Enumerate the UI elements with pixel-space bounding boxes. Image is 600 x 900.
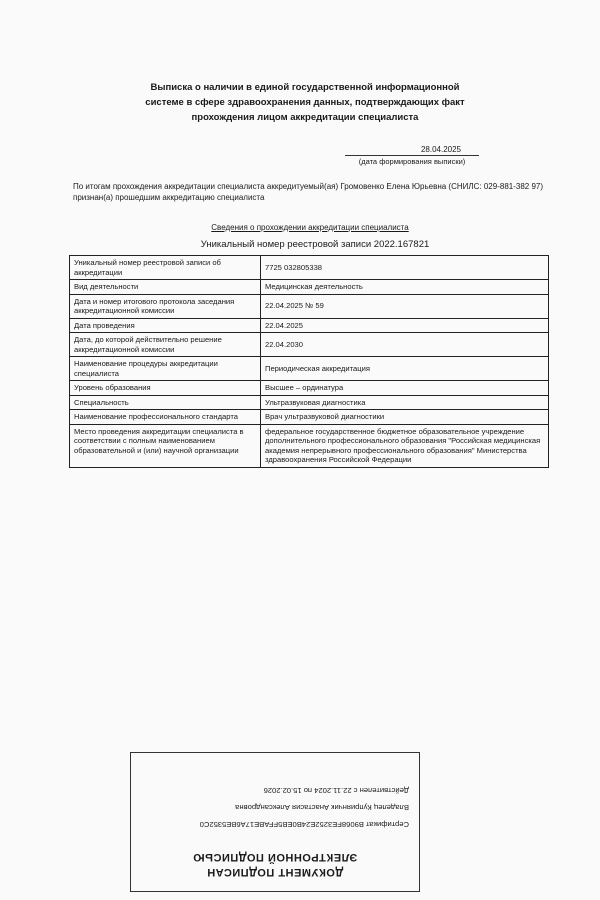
row-label: Дата проведения — [70, 318, 261, 333]
table-row — [70, 294, 549, 318]
row-value: федеральное государственное бюджетное образовательное учреждение дополнительного профессионального образования "Российская медицинская академия непрерывного профессионального образования" Министерства здравоохранения Российской Федерации — [261, 424, 549, 467]
stamp-validity: Действителен с 22.11.2024 по 15.02.2026 — [263, 786, 409, 795]
stamp-title-line2: ЭЛЕКТРОННОЙ ПОДПИСЬЮ — [192, 851, 358, 863]
stamp-title-line1: ДОКУМЕНТ ПОДПИСАН — [206, 866, 344, 878]
row-value: 22.04.2030 — [261, 333, 549, 357]
table-row — [70, 357, 549, 381]
accreditation-table — [69, 255, 549, 468]
table-row — [70, 424, 549, 467]
row-label: Наименование процедуры аккредитации специалиста — [70, 357, 261, 381]
document-title — [140, 80, 470, 125]
title-line: прохождения лицом аккредитации специалиста — [191, 112, 419, 123]
row-label: Дата и номер итогового протокола заседания аккредитационной комиссии — [70, 294, 261, 318]
formation-date: 28.04.2025 — [420, 145, 461, 154]
row-label: Специальность — [70, 395, 261, 410]
table-row — [70, 410, 549, 425]
row-label: Дата, до которой действительно решение аккредитационной комиссии — [70, 333, 261, 357]
row-value: 22.04.2025 № 59 — [261, 294, 549, 318]
section-heading: Сведения о прохождении аккредитации специалиста — [211, 223, 409, 232]
stamp-certificate: Сертификат B9068FE3252E24B0EB5FFABE17A6BE5352C0 — [199, 820, 409, 829]
row-label: Уникальный номер реестровой записи об аккредитации — [70, 256, 261, 280]
formation-date-caption: (дата формирования выписки) — [345, 155, 479, 167]
row-label: Уровень образования — [70, 381, 261, 396]
row-label: Место проведения аккредитации специалиста в соответствии с полным наименованием образовательной и (или) научной организации — [70, 424, 261, 467]
intro-text: По итогам прохождения аккредитации специалиста аккредитуемый(ая) Громовенко Елена Юрьевна (СНИЛС: 029-881-382 97) признан(а) прошедшим аккредитацию специалиста — [73, 182, 544, 202]
table-row — [70, 318, 549, 333]
electronic-signature-stamp — [130, 752, 420, 892]
row-label: Наименование профессионального стандарта — [70, 410, 261, 425]
record-number-line: Уникальный номер реестровой записи 2022.167821 — [200, 239, 430, 250]
row-label: Вид деятельности — [70, 280, 261, 295]
row-value: Периодическая аккредитация — [261, 357, 549, 381]
table-row — [70, 256, 549, 280]
table-row — [70, 280, 549, 295]
row-value: Высшее – ординатура — [261, 381, 549, 396]
table-row — [70, 395, 549, 410]
title-line: системе в сфере здравоохранения данных, подтверждающих факт — [145, 97, 465, 108]
row-value: 7725 032805338 — [261, 256, 549, 280]
row-value: Врач ультразвуковой диагностики — [261, 410, 549, 425]
table-row — [70, 381, 549, 396]
stamp-owner: Владелец Куприянчик Анастасия Александровна — [235, 803, 409, 812]
row-value: Ультразвуковая диагностика — [261, 395, 549, 410]
row-value: 22.04.2025 — [261, 318, 549, 333]
formation-date-block — [345, 144, 479, 167]
title-line: Выписка о наличии в единой государственной информационной — [150, 82, 460, 93]
table-row — [70, 333, 549, 357]
row-value: Медицинская деятельность — [261, 280, 549, 295]
